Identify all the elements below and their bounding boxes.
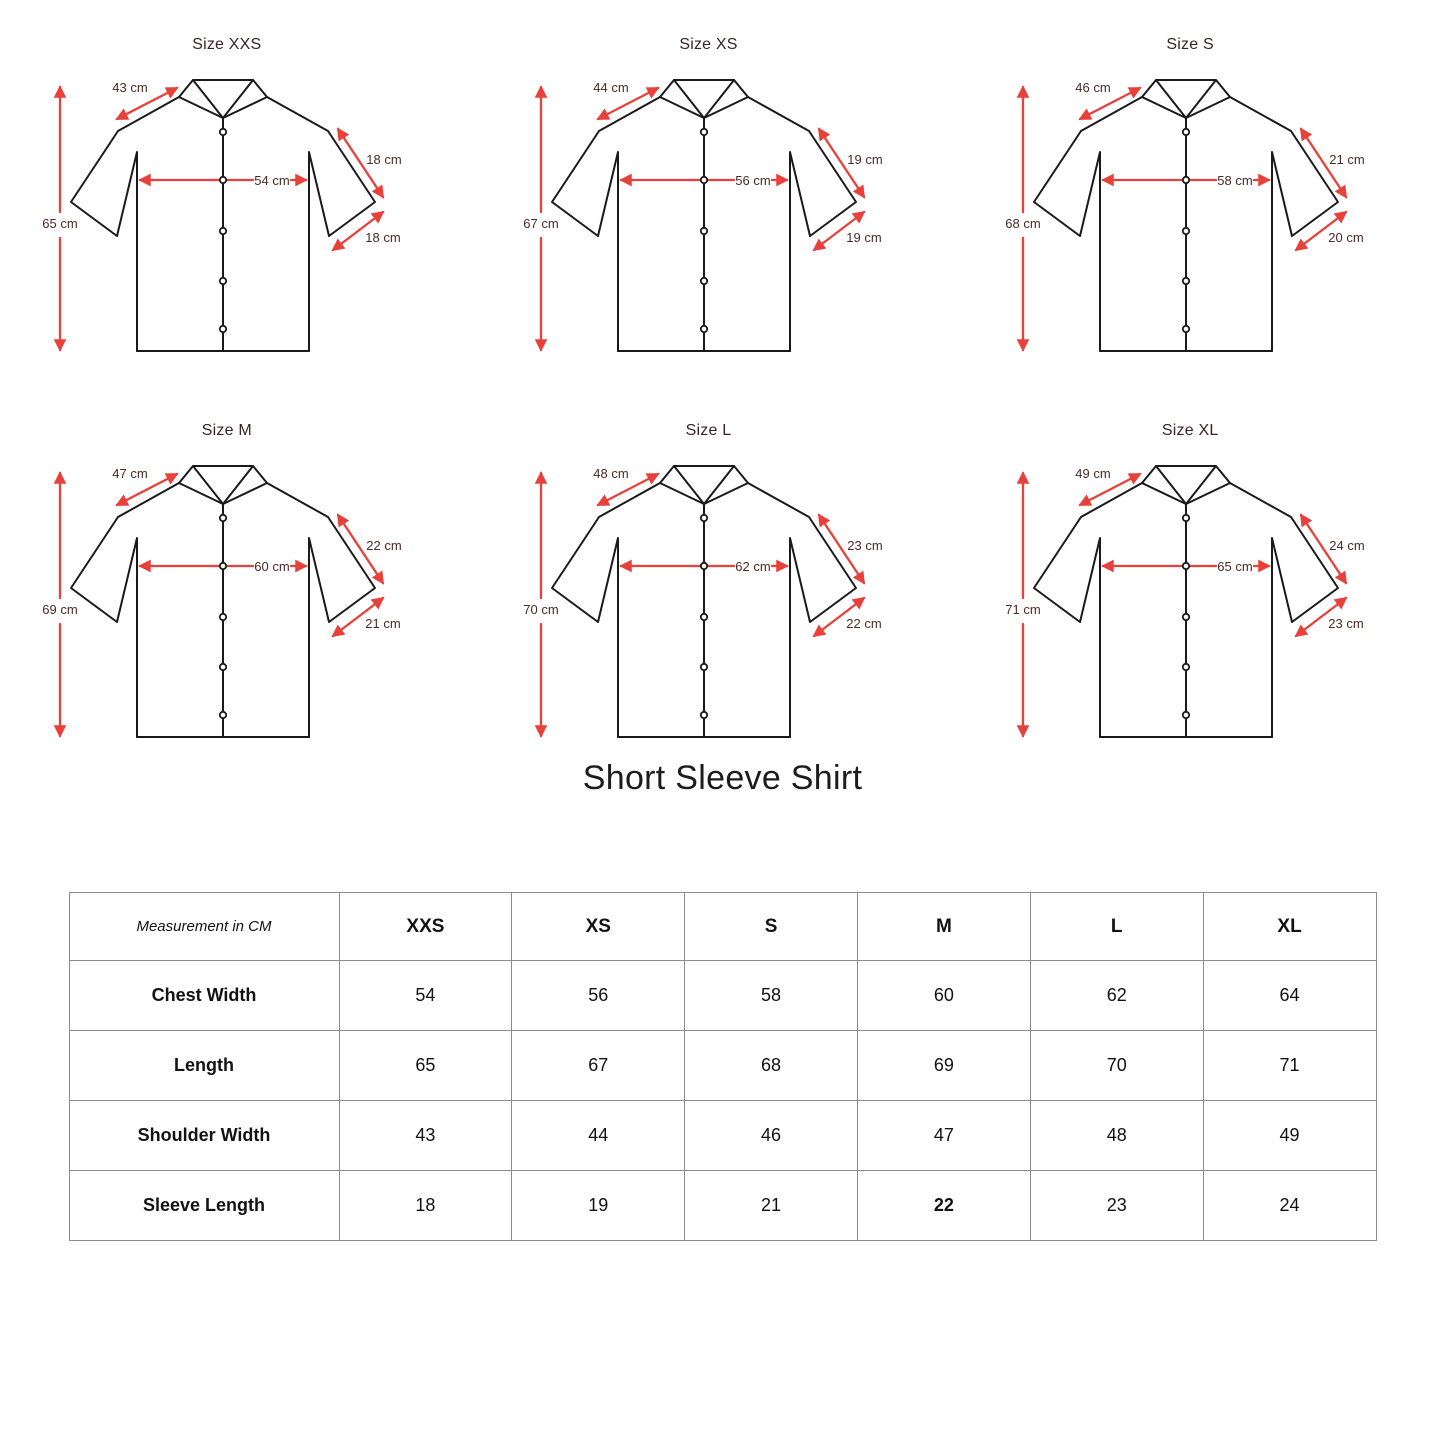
table-header-measurement: Measurement in CM [69,893,339,961]
value-cell: 69 [857,1031,1030,1101]
value-cell: 21 [685,1171,858,1241]
value-cell: 47 [857,1101,1030,1171]
sleeve-bottom-label: 20 cm [1328,230,1364,245]
shirt-graphic [1023,80,1346,351]
value-cell: 43 [339,1101,512,1171]
sleeve-top-label: 23 cm [847,538,884,553]
sleeve-bottom-label: 21 cm [365,616,401,631]
shirt-graphic [1023,466,1346,737]
size-title-l: Size L [685,422,732,439]
value-cell: 70 [1030,1031,1203,1101]
table-header-row [69,893,1376,961]
value-cell: 48 [1030,1101,1203,1171]
value-cell: 56 [512,961,685,1031]
chest-label: 58 cm [1217,173,1253,188]
diagram-cell-xs [482,34,964,358]
shoulder-label: 43 cm [112,80,148,95]
table-header-s: S [685,893,858,961]
sleeve-top-label: 19 cm [847,152,884,167]
size-title-xs: Size XS [679,36,738,53]
table-header-l: L [1030,893,1203,961]
sleeve-bottom-label: 19 cm [846,230,883,245]
diagram-cell-l [482,420,964,744]
size-title-xxs: Size XXS [192,36,262,53]
value-cell: 67 [512,1031,685,1101]
value-cell: 68 [685,1031,858,1101]
page-title: Short Sleeve Shirt [582,759,863,797]
value-cell: 19 [512,1171,685,1241]
table-row-chest-width [69,961,1376,1031]
chest-label: 62 cm [735,559,772,574]
sleeve-top-label: 22 cm [366,538,402,553]
table-row-shoulder-width [69,1101,1376,1171]
value-cell: 49 [1203,1101,1376,1171]
shoulder-label: 48 cm [593,466,630,481]
length-label: 68 cm [1005,216,1041,231]
shirt-diagram-xs [512,66,932,358]
shoulder-label: 49 cm [1075,466,1111,481]
diagram-cell-xxs [0,34,482,358]
shoulder-label: 47 cm [112,466,148,481]
diagram-cell-s [963,34,1445,358]
length-label: 69 cm [42,602,78,617]
size-table [69,892,1377,1241]
size-title-m: Size M [201,422,252,439]
value-cell: 58 [685,961,858,1031]
sleeve-top-label: 18 cm [366,152,402,167]
row-label: Chest Width [69,961,339,1031]
shirt-diagram-xl [994,452,1414,744]
shirt-diagram-l [512,452,932,744]
value-cell: 71 [1203,1031,1376,1101]
diagram-cell-xl [963,420,1445,744]
value-cell: 18 [339,1171,512,1241]
shirt-diagram-s [994,66,1414,358]
sleeve-top-label: 21 cm [1329,152,1365,167]
table-header-xl: XL [1203,893,1376,961]
value-cell: 23 [1030,1171,1203,1241]
value-cell: 22 [857,1171,1030,1241]
table-header-m: M [857,893,1030,961]
row-label: Shoulder Width [69,1101,339,1171]
table-header-xs: XS [512,893,685,961]
value-cell: 54 [339,961,512,1031]
length-label: 67 cm [523,216,560,231]
size-title-s: Size S [1166,36,1214,53]
sleeve-bottom-label: 23 cm [1328,616,1364,631]
table-header-xxs: XXS [339,893,512,961]
row-label: Length [69,1031,339,1101]
shoulder-label: 44 cm [593,80,630,95]
sleeve-top-label: 24 cm [1329,538,1365,553]
shirt-graphic [60,466,383,737]
length-label: 71 cm [1005,602,1041,617]
row-label: Sleeve Length [69,1171,339,1241]
table-row-length [69,1031,1376,1101]
value-cell: 44 [512,1101,685,1171]
shirt-graphic [541,466,864,737]
chest-label: 60 cm [254,559,290,574]
shirt-diagram-m [31,452,451,744]
shirt-diagram-xxs [31,66,451,358]
value-cell: 64 [1203,961,1376,1031]
value-cell: 46 [685,1101,858,1171]
table-row-sleeve-length [69,1171,1376,1241]
chest-label: 54 cm [254,173,290,188]
shoulder-label: 46 cm [1075,80,1111,95]
sleeve-bottom-label: 22 cm [846,616,883,631]
length-label: 65 cm [42,216,78,231]
sleeve-bottom-label: 18 cm [365,230,401,245]
chest-label: 56 cm [735,173,772,188]
value-cell: 60 [857,961,1030,1031]
diagram-cell-m [0,420,482,744]
value-cell: 65 [339,1031,512,1101]
chest-label: 65 cm [1217,559,1253,574]
size-title-xl: Size XL [1161,422,1219,439]
length-label: 70 cm [523,602,560,617]
shirt-graphic [60,80,383,351]
value-cell: 24 [1203,1171,1376,1241]
value-cell: 62 [1030,961,1203,1031]
shirt-graphic [541,80,864,351]
